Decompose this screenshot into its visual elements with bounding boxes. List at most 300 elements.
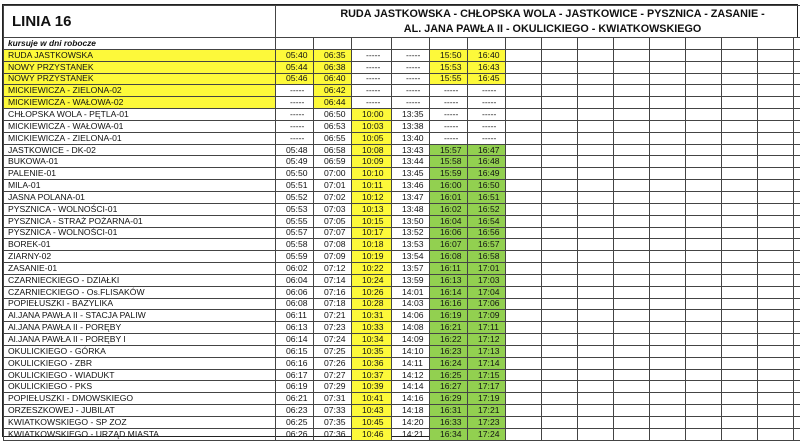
departure-time: 06:55 xyxy=(314,132,352,144)
departure-time: 07:14 xyxy=(314,274,352,286)
empty-cell xyxy=(506,310,542,322)
empty-cell xyxy=(758,132,794,144)
table-row xyxy=(4,393,800,405)
empty-cell xyxy=(578,405,614,417)
empty-cell xyxy=(794,322,800,334)
empty-cell xyxy=(758,227,794,239)
departure-time: 14:14 xyxy=(392,381,430,393)
departure-time: 06:25 xyxy=(276,417,314,429)
empty-cell xyxy=(794,428,800,440)
empty-cell xyxy=(614,109,650,121)
departure-time: 16:49 xyxy=(468,168,506,180)
empty-cell xyxy=(794,298,800,310)
empty-cell xyxy=(542,168,578,180)
empty-cell xyxy=(542,298,578,310)
departure-time: ----- xyxy=(430,85,468,97)
departure-time: 17:14 xyxy=(468,357,506,369)
empty-cell xyxy=(542,345,578,357)
empty-cell xyxy=(614,417,650,429)
stop-name: POPIEŁUSZKI - BAZYLIKA xyxy=(4,298,276,310)
table-row xyxy=(4,239,800,251)
departure-time: 05:50 xyxy=(276,168,314,180)
empty-cell xyxy=(506,405,542,417)
empty-cell xyxy=(542,381,578,393)
empty-cell xyxy=(686,286,722,298)
departure-time: 16:40 xyxy=(468,49,506,61)
empty-cell xyxy=(614,334,650,346)
empty-cell xyxy=(722,298,758,310)
empty-cell xyxy=(578,227,614,239)
empty-cell xyxy=(542,61,578,73)
departure-time: 07:07 xyxy=(314,227,352,239)
empty-cell xyxy=(614,405,650,417)
departure-time: 06:26 xyxy=(276,428,314,440)
departure-time: 06:15 xyxy=(276,345,314,357)
empty-cell xyxy=(722,286,758,298)
empty-cell xyxy=(614,428,650,440)
empty-cell xyxy=(758,85,794,97)
departure-time: ----- xyxy=(352,97,392,109)
stop-name: ZIARNY-02 xyxy=(4,251,276,263)
empty-cell xyxy=(686,345,722,357)
departure-time: ----- xyxy=(468,109,506,121)
empty-cell xyxy=(758,168,794,180)
empty-cell xyxy=(722,334,758,346)
empty-cell xyxy=(614,97,650,109)
departure-time: 14:18 xyxy=(392,405,430,417)
departure-time: 17:12 xyxy=(468,334,506,346)
empty-cell xyxy=(686,310,722,322)
empty-cell xyxy=(578,334,614,346)
empty-cell xyxy=(722,156,758,168)
departure-time: ----- xyxy=(392,61,430,73)
empty-cell xyxy=(542,144,578,156)
empty-cell xyxy=(650,286,686,298)
empty-cell xyxy=(722,132,758,144)
departure-time: 10:28 xyxy=(352,298,392,310)
empty-cell xyxy=(758,405,794,417)
empty-cell xyxy=(542,73,578,85)
empty-cell xyxy=(794,263,800,275)
stop-name: MILA-01 xyxy=(4,180,276,192)
empty-cell xyxy=(542,156,578,168)
empty-cell xyxy=(758,49,794,61)
empty-cell xyxy=(506,109,542,121)
empty-cell xyxy=(506,203,542,215)
empty-cell xyxy=(650,263,686,275)
departure-time: 13:48 xyxy=(392,203,430,215)
empty-cell xyxy=(722,180,758,192)
departure-time: 10:05 xyxy=(352,132,392,144)
stop-name: BOREK-01 xyxy=(4,239,276,251)
empty-cell xyxy=(506,85,542,97)
empty-cell xyxy=(578,49,614,61)
empty-cell xyxy=(578,428,614,440)
empty-cell xyxy=(542,120,578,132)
table-row xyxy=(4,120,800,132)
empty-cell xyxy=(650,144,686,156)
departure-time: 07:26 xyxy=(314,357,352,369)
departure-time: 05:53 xyxy=(276,203,314,215)
departure-time: 07:29 xyxy=(314,381,352,393)
empty-cell xyxy=(392,38,430,50)
empty-cell xyxy=(614,274,650,286)
empty-cell xyxy=(794,381,800,393)
empty-cell xyxy=(686,215,722,227)
departure-time: ----- xyxy=(352,85,392,97)
empty-cell xyxy=(650,180,686,192)
empty-cell xyxy=(758,191,794,203)
empty-cell xyxy=(794,168,800,180)
departure-time: 06:44 xyxy=(314,97,352,109)
departure-time: 06:21 xyxy=(276,393,314,405)
stop-name: OKULICKIEGO - ZBR xyxy=(4,357,276,369)
empty-cell xyxy=(614,132,650,144)
empty-cell xyxy=(578,97,614,109)
empty-cell xyxy=(650,168,686,180)
stop-name: PALENIE-01 xyxy=(4,168,276,180)
empty-cell xyxy=(506,286,542,298)
empty-cell xyxy=(578,38,614,50)
departure-time: 14:11 xyxy=(392,357,430,369)
departure-time: ----- xyxy=(392,85,430,97)
departure-time: 10:19 xyxy=(352,251,392,263)
empty-cell xyxy=(686,227,722,239)
route-description xyxy=(276,6,800,38)
empty-cell xyxy=(686,239,722,251)
departure-time: 06:50 xyxy=(314,109,352,121)
stop-name: BUKOWA-01 xyxy=(4,156,276,168)
departure-time: 10:12 xyxy=(352,191,392,203)
departure-time: 15:50 xyxy=(430,49,468,61)
empty-cell xyxy=(686,251,722,263)
empty-cell xyxy=(614,357,650,369)
table-row xyxy=(4,369,800,381)
departure-time: 05:46 xyxy=(276,73,314,85)
table-row xyxy=(4,417,800,429)
timetable-sheet xyxy=(2,4,798,437)
departure-time: 13:47 xyxy=(392,191,430,203)
table-row xyxy=(4,286,800,298)
departure-time: 07:05 xyxy=(314,215,352,227)
departure-time: 14:20 xyxy=(392,417,430,429)
empty-cell xyxy=(614,369,650,381)
empty-cell xyxy=(650,357,686,369)
table-row xyxy=(4,298,800,310)
empty-cell xyxy=(614,120,650,132)
departure-time: 16:57 xyxy=(468,239,506,251)
departure-time: 14:08 xyxy=(392,322,430,334)
subtitle-row xyxy=(4,38,800,50)
empty-cell xyxy=(506,144,542,156)
departure-time: 16:06 xyxy=(430,227,468,239)
departure-time: 06:19 xyxy=(276,381,314,393)
departure-time: 16:11 xyxy=(430,263,468,275)
departure-time: 16:54 xyxy=(468,215,506,227)
departure-time: 07:27 xyxy=(314,369,352,381)
empty-cell xyxy=(794,61,800,73)
empty-cell xyxy=(542,405,578,417)
empty-cell xyxy=(542,191,578,203)
empty-cell xyxy=(578,263,614,275)
empty-cell xyxy=(650,120,686,132)
empty-cell xyxy=(650,73,686,85)
empty-cell xyxy=(542,274,578,286)
departure-time: 16:24 xyxy=(430,357,468,369)
route-line-2: AL. JANA PAWŁA II - OKULICKIEGO - KWIATKOWSKIEGO xyxy=(403,22,702,35)
empty-cell xyxy=(686,405,722,417)
empty-cell xyxy=(758,334,794,346)
departure-time: 14:10 xyxy=(392,345,430,357)
departure-time: 17:11 xyxy=(468,322,506,334)
empty-cell xyxy=(650,322,686,334)
empty-cell xyxy=(650,369,686,381)
departure-time: 13:59 xyxy=(392,274,430,286)
empty-cell xyxy=(758,144,794,156)
empty-cell xyxy=(722,322,758,334)
empty-cell xyxy=(722,345,758,357)
table-row xyxy=(4,215,800,227)
empty-cell xyxy=(650,274,686,286)
departure-time: 16:02 xyxy=(430,203,468,215)
empty-cell xyxy=(686,132,722,144)
departure-time: 16:13 xyxy=(430,274,468,286)
empty-cell xyxy=(686,156,722,168)
empty-cell xyxy=(686,381,722,393)
departure-time: ----- xyxy=(430,97,468,109)
departure-time: 16:45 xyxy=(468,73,506,85)
empty-cell xyxy=(722,357,758,369)
departure-time: ----- xyxy=(430,132,468,144)
table-row xyxy=(4,322,800,334)
departure-time: 07:21 xyxy=(314,310,352,322)
empty-cell xyxy=(650,393,686,405)
empty-cell xyxy=(758,120,794,132)
departure-time: 13:35 xyxy=(392,109,430,121)
empty-cell xyxy=(506,120,542,132)
departure-time: 16:23 xyxy=(430,345,468,357)
departure-time: 06:04 xyxy=(276,274,314,286)
empty-cell xyxy=(506,61,542,73)
table-row xyxy=(4,144,800,156)
empty-cell xyxy=(578,85,614,97)
empty-cell xyxy=(542,109,578,121)
empty-cell xyxy=(794,191,800,203)
empty-cell xyxy=(578,203,614,215)
departure-time: 13:43 xyxy=(392,144,430,156)
departure-time: 14:06 xyxy=(392,310,430,322)
empty-cell xyxy=(614,61,650,73)
departure-time: 10:13 xyxy=(352,203,392,215)
departure-time: 10:35 xyxy=(352,345,392,357)
departure-time: 06:02 xyxy=(276,263,314,275)
table-row xyxy=(4,49,800,61)
empty-cell xyxy=(614,168,650,180)
table-row xyxy=(4,263,800,275)
departure-time: 14:01 xyxy=(392,286,430,298)
empty-cell xyxy=(758,109,794,121)
departure-time: 10:46 xyxy=(352,428,392,440)
empty-cell xyxy=(758,156,794,168)
empty-cell xyxy=(578,417,614,429)
departure-time: 07:08 xyxy=(314,239,352,251)
empty-cell xyxy=(542,334,578,346)
empty-cell xyxy=(758,381,794,393)
departure-time: 06:40 xyxy=(314,73,352,85)
empty-cell xyxy=(686,85,722,97)
empty-cell xyxy=(722,120,758,132)
departure-time: 10:08 xyxy=(352,144,392,156)
empty-cell xyxy=(614,73,650,85)
departure-time: 06:13 xyxy=(276,322,314,334)
empty-cell xyxy=(686,334,722,346)
empty-cell xyxy=(578,109,614,121)
table-row xyxy=(4,85,800,97)
empty-cell xyxy=(506,168,542,180)
empty-cell xyxy=(722,203,758,215)
empty-cell xyxy=(794,274,800,286)
empty-cell xyxy=(578,239,614,251)
empty-cell xyxy=(276,38,314,50)
empty-cell xyxy=(758,310,794,322)
departure-time: 16:21 xyxy=(430,322,468,334)
empty-cell xyxy=(578,357,614,369)
departure-time: ----- xyxy=(468,85,506,97)
departure-time: 16:56 xyxy=(468,227,506,239)
empty-cell xyxy=(578,322,614,334)
empty-cell xyxy=(650,298,686,310)
departure-time: ----- xyxy=(276,120,314,132)
empty-cell xyxy=(722,369,758,381)
empty-cell xyxy=(614,156,650,168)
departure-time: 16:34 xyxy=(430,428,468,440)
empty-cell xyxy=(506,132,542,144)
empty-cell xyxy=(614,298,650,310)
empty-cell xyxy=(722,49,758,61)
departure-time: 15:55 xyxy=(430,73,468,85)
empty-cell xyxy=(542,180,578,192)
empty-cell xyxy=(578,73,614,85)
departure-time: 17:24 xyxy=(468,428,506,440)
departure-time: ----- xyxy=(392,97,430,109)
departure-time: 07:31 xyxy=(314,393,352,405)
empty-cell xyxy=(578,345,614,357)
departure-time: 07:23 xyxy=(314,322,352,334)
stop-name: CZARNIECKIEGO - Os.FLISAKÓW xyxy=(4,286,276,298)
empty-cell xyxy=(722,85,758,97)
empty-cell xyxy=(794,369,800,381)
departure-time: 17:17 xyxy=(468,381,506,393)
departure-time: 07:03 xyxy=(314,203,352,215)
empty-cell xyxy=(614,251,650,263)
empty-cell xyxy=(542,239,578,251)
empty-cell xyxy=(506,381,542,393)
route-line-1: RUDA JASTKOWSKA - CHŁOPSKA WOLA - JASTKOWICE - PYSZNICA - ZASANIE - xyxy=(340,7,765,20)
departure-time: ----- xyxy=(468,97,506,109)
departure-time: 16:31 xyxy=(430,405,468,417)
empty-cell xyxy=(794,251,800,263)
departure-time: 07:18 xyxy=(314,298,352,310)
stop-name: MICKIEWICZA - WAŁOWA-01 xyxy=(4,120,276,132)
empty-cell xyxy=(722,239,758,251)
empty-cell xyxy=(794,310,800,322)
empty-cell xyxy=(722,428,758,440)
empty-cell xyxy=(506,180,542,192)
empty-cell xyxy=(650,61,686,73)
departure-time: ----- xyxy=(430,120,468,132)
departure-time: 07:16 xyxy=(314,286,352,298)
empty-cell xyxy=(430,38,468,50)
stop-name: JASNA POLANA-01 xyxy=(4,191,276,203)
empty-cell xyxy=(542,203,578,215)
departure-time: 07:33 xyxy=(314,405,352,417)
departure-time: 17:23 xyxy=(468,417,506,429)
stop-name: OKULICKIEGO - WIADUKT xyxy=(4,369,276,381)
stop-name: JASTKOWICE - DK-02 xyxy=(4,144,276,156)
departure-time: 13:50 xyxy=(392,215,430,227)
table-row xyxy=(4,132,800,144)
departure-time: 07:02 xyxy=(314,191,352,203)
empty-cell xyxy=(794,393,800,405)
departure-time: 14:03 xyxy=(392,298,430,310)
table-row xyxy=(4,73,800,85)
empty-cell xyxy=(686,168,722,180)
empty-cell xyxy=(758,345,794,357)
empty-cell xyxy=(542,428,578,440)
empty-cell xyxy=(686,61,722,73)
departure-time: ----- xyxy=(276,85,314,97)
empty-cell xyxy=(758,274,794,286)
empty-cell xyxy=(686,180,722,192)
empty-cell xyxy=(542,97,578,109)
departure-time: 10:15 xyxy=(352,215,392,227)
empty-cell xyxy=(758,322,794,334)
empty-cell xyxy=(794,85,800,97)
empty-cell xyxy=(542,132,578,144)
empty-cell xyxy=(686,393,722,405)
empty-cell xyxy=(686,298,722,310)
departure-time: 16:22 xyxy=(430,334,468,346)
departure-time: 17:19 xyxy=(468,393,506,405)
empty-cell xyxy=(650,345,686,357)
empty-cell xyxy=(794,144,800,156)
empty-cell xyxy=(758,298,794,310)
departure-time: 07:35 xyxy=(314,417,352,429)
departure-time: 07:36 xyxy=(314,428,352,440)
empty-cell xyxy=(794,239,800,251)
empty-cell xyxy=(758,215,794,227)
empty-cell xyxy=(506,38,542,50)
stop-name: PYSZNICA - STRAŻ POŻARNA-01 xyxy=(4,215,276,227)
stop-name: MICKIEWICZA - ZIELONA-02 xyxy=(4,85,276,97)
departure-time: 10:31 xyxy=(352,310,392,322)
stop-name: KWIATKOWSKIEGO - SP ZOZ xyxy=(4,417,276,429)
departure-time: 13:54 xyxy=(392,251,430,263)
departure-time: 07:12 xyxy=(314,263,352,275)
empty-cell xyxy=(722,144,758,156)
stop-name: OKULICKIEGO - PKS xyxy=(4,381,276,393)
empty-cell xyxy=(506,73,542,85)
departure-time: 06:16 xyxy=(276,357,314,369)
departure-time: 16:07 xyxy=(430,239,468,251)
empty-cell xyxy=(794,73,800,85)
empty-cell xyxy=(506,227,542,239)
stop-name: NOWY PRZYSTANEK xyxy=(4,73,276,85)
empty-cell xyxy=(578,274,614,286)
departure-time: ----- xyxy=(392,49,430,61)
empty-cell xyxy=(722,73,758,85)
line-title: LINIA 16 xyxy=(4,6,276,38)
